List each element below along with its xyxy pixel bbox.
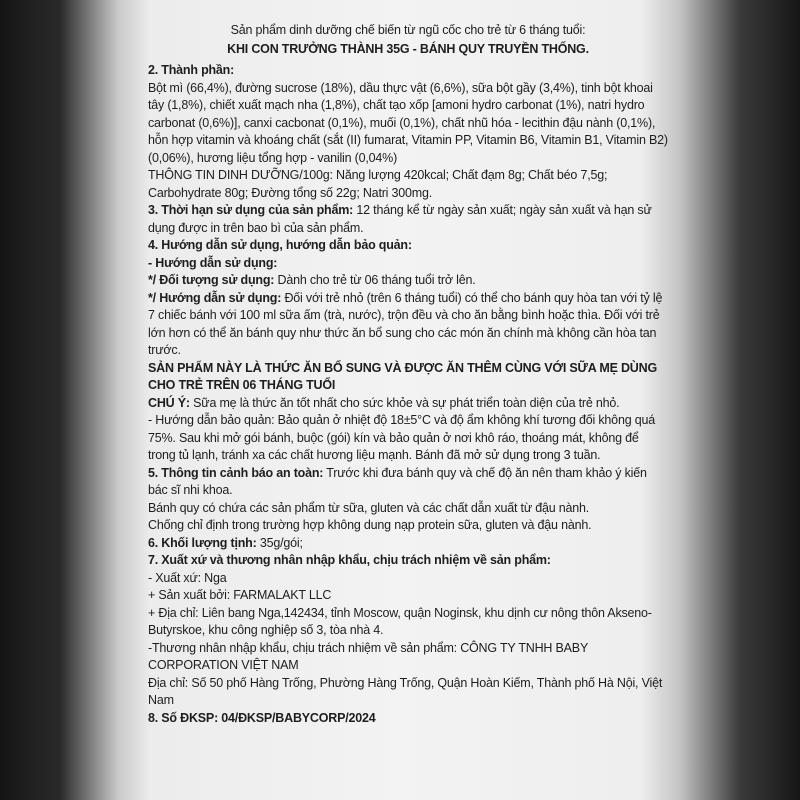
nutrition-info: THÔNG TIN DINH DƯỠNG/100g: Năng lượng 420kcal; Chất đạm 8g; Chất béo 7,5g; Carbohydrate 80g; Đường tổng số 22g; Natri 300mg.: [148, 168, 608, 200]
importer-text: -Thương nhân nhập khẩu, chịu trách nhiệm về sản phẩm: CÔNG TY TNHH BABY CORPORATION VIỆT NAM: [148, 640, 588, 672]
intro-line: Sản phẩm dinh dưỡng chế biến từ ngũ cốc cho trẻ từ 6 tháng tuổi:: [230, 23, 586, 37]
manufacturer-text: + Sản xuất bởi: FARMALAKT LLC: [148, 588, 332, 602]
note-text: Sữa mẹ là thức ăn tốt nhất cho sức khỏe và sự phát triển toàn diện của trẻ nhỏ.: [189, 395, 620, 410]
section-ingredients-heading: 2. Thành phần:: [148, 63, 235, 77]
section-net-weight: [148, 535, 668, 553]
note-label: CHÚ Ý:: [148, 395, 190, 410]
ingredients-text: Bột mì (66,4%), đường sucrose (18%), dầu thực vật (6,6%), sữa bột gầy (3,4%), tinh bột khoai tây (1,8%), chiết xuất mạch nha (1,8%), chất tạo xốp [amoni hydro carbonat (1%), natri hydro carbonat (0,6%)], canxi cacbonat (0,1%), muối (0,1%), chất nhũ hóa - lecithin đậu nành (0,1%), hỗn hợp vitamin và khoáng chất (sắt (II) fumarat, Vitamin PP, Vitamin B6, Vitamin B1, Vitamin B2) (0,06%), hương liệu tổng hợp - vanilin (0,04%): [148, 80, 668, 165]
net-weight-text: 35g/gói;: [256, 535, 303, 550]
section-safety-heading: 5. Thông tin cảnh báo an toàn:: [148, 465, 324, 480]
shelf-life-text: 12 tháng kể từ ngày sản xuất; ngày sản xuất và hạn sử dụng được in trên bao bì của sản phẩm.: [148, 203, 652, 235]
target-user-label: */ Đối tượng sử dụng:: [148, 273, 275, 287]
section-shelf-life: [148, 202, 668, 237]
target-user-text: Dành cho trẻ từ 06 tháng tuổi trở lên.: [274, 273, 476, 287]
product-title: KHI CON TRƯỞNG THÀNH 35G - BÁNH QUY TRUYỀN THỐNG.: [227, 41, 589, 56]
section-usage-heading: 4. Hướng dẫn sử dụng, hướng dẫn bảo quản:: [148, 238, 412, 252]
section-safety: [148, 465, 668, 500]
target-user: [148, 272, 668, 290]
allergen-text: Bánh quy có chứa các sản phẩm từ sữa, gluten và các chất dẫn xuất từ đậu nành.: [148, 500, 590, 515]
usage-sub-heading: - Hướng dẫn sử dụng:: [148, 255, 278, 270]
section-registration-number: 8. Số ĐKSP: 04/ĐKSP/BABYCORP/2024: [148, 710, 376, 725]
origin-text: - Xuất xứ: Nga: [148, 570, 227, 585]
importer-address: Địa chỉ: Số 50 phố Hàng Trống, Phường Hàng Trống, Quận Hoàn Kiếm, Thành phố Hà Nội, Việt Nam: [148, 675, 663, 707]
usage-guide-text: Đối với trẻ nhỏ (trên 6 tháng tuổi) có thể cho bánh quy hòa tan với tỷ lệ 7 chiếc bánh với 100 ml sữa ấm (trà, nước), trộn đều và cho ăn bằng bình hoặc thìa. Đối với trẻ lớn hơn có thể ăn bánh quy như thức ăn bổ sung cho các món ăn chính mà không cần hòa tan trước.: [148, 290, 663, 357]
section-origin-heading: 7. Xuất xứ và thương nhân nhập khẩu, chịu trách nhiệm về sản phẩm:: [148, 553, 551, 567]
section-shelf-life-heading: 3. Thời hạn sử dụng của sản phẩm:: [148, 203, 354, 217]
usage-guide-label: */ Hướng dẫn sử dụng:: [148, 290, 282, 305]
contraindication-text: Chống chỉ định trong trường hợp không dung nạp protein sữa, gluten và đậu nành.: [148, 518, 592, 532]
manufacturer-address: + Địa chỉ: Liên bang Nga,142434, tỉnh Moscow, quận Noginsk, khu dịnh cư nông thôn Akseno-Butyrskoe, khu công nghiệp số 3, tòa nhà 4.: [148, 605, 652, 637]
safety-text: Trước khi đưa bánh quy và chế độ ăn nên tham khảo ý kiến bác sĩ nhi khoa.: [148, 465, 647, 497]
label-text-block: [148, 22, 668, 727]
supplement-notice: SẢN PHẨM NÀY LÀ THỨC ĂN BỔ SUNG VÀ ĐƯỢC ĂN THÊM CÙNG VỚI SỮA MẸ DÙNG CHO TRẺ TRÊN 06 THÁNG TUỔI: [148, 360, 657, 392]
usage-guide: [148, 290, 668, 360]
storage-instructions: - Hướng dẫn bảo quản: Bảo quản ở nhiệt độ 18±5°C và độ ẩm không khí tương đối không quá 75%. Sau khi mở gói bánh, buộc (gói) kín và bảo quản ở nơi khô ráo, thoáng mát, không để trong tủ lạnh, tránh xa các chất hương liệu mạnh. Bánh đã mở sử dụng trong 3 tuần.: [148, 413, 655, 462]
note: [148, 395, 668, 413]
section-net-weight-heading: 6. Khối lượng tịnh:: [148, 535, 257, 550]
